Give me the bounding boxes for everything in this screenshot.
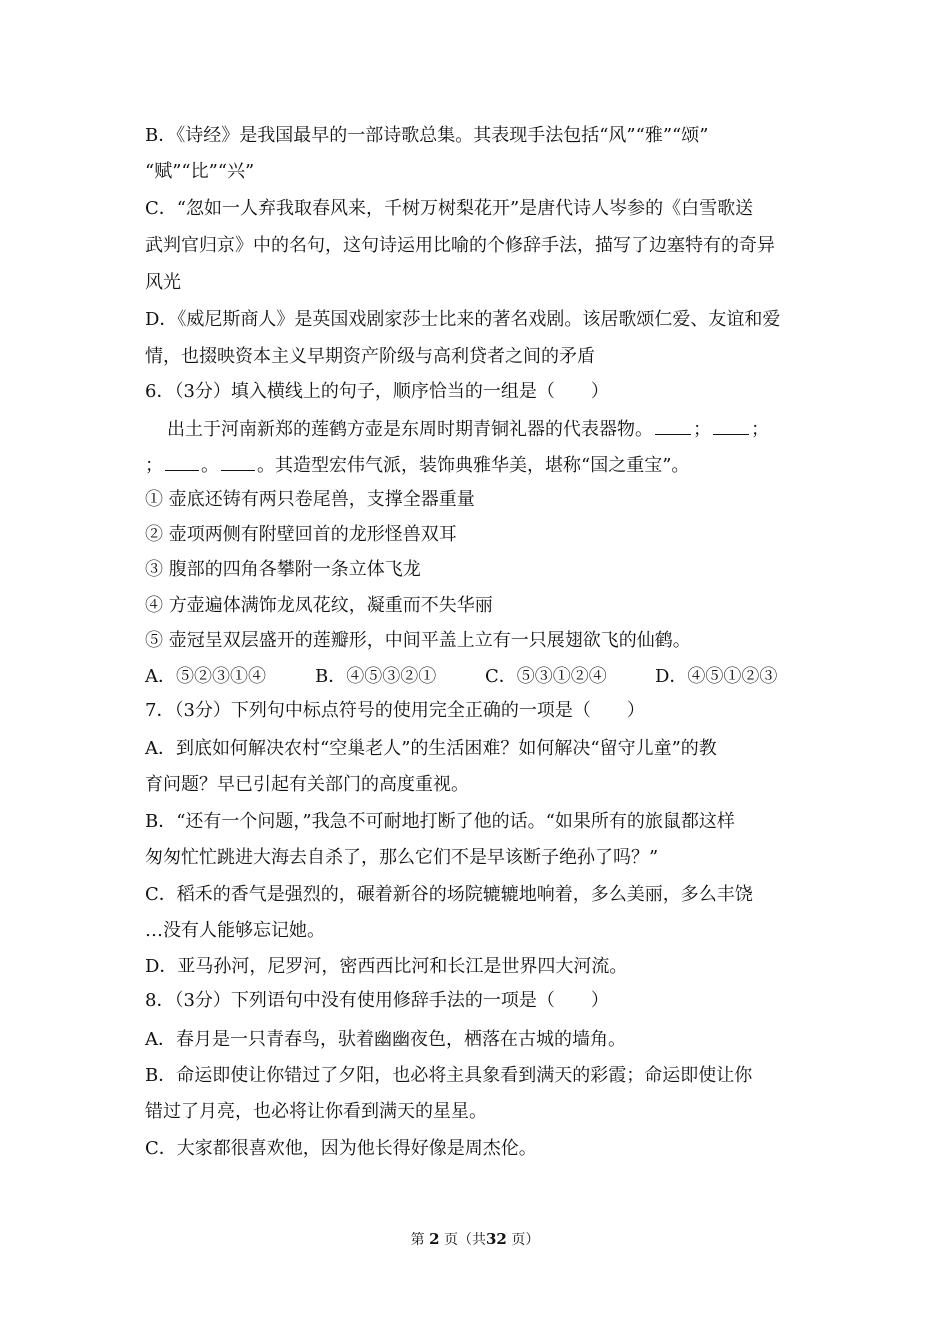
option-7c-line1: C．稻禾的香气是强烈的，碾着新谷的场院辘辘地响着，多么美丽，多么丰饶 — [145, 884, 753, 905]
sentence-1: ① 壶底还铸有两只卷尾兽，支撑全器重量 — [145, 489, 475, 510]
fill-blank — [713, 416, 749, 435]
option-5d-line2: 情，也掇映资本主义早期资产阶级与高利贷者之间的矛盾 — [145, 346, 595, 367]
option-6b: B．④⑤③②① — [315, 666, 437, 687]
footer-prefix: 第 — [410, 1232, 425, 1248]
option-6c: C．⑤③①②④ — [485, 666, 607, 687]
fill-blank — [165, 452, 199, 471]
option-8c: C．大家都很喜欢他，因为他长得好像是周杰伦。 — [145, 1138, 537, 1159]
option-6a: A．⑤②③①④ — [145, 666, 266, 687]
footer-suffix: 页） — [511, 1232, 540, 1248]
footer-mid: 页（共 — [444, 1232, 486, 1248]
fill-blank — [221, 452, 255, 471]
option-7b-line2: 匆匆忙忙跳进大海去自杀了，那么它们不是早该断子绝孙了吗？” — [145, 847, 659, 868]
passage-punct: ； — [145, 455, 163, 476]
passage-punct: ； — [693, 419, 711, 440]
passage-punct: ； — [751, 419, 769, 440]
option-5c-line3: 风光 — [145, 272, 181, 293]
question-6-options — [145, 665, 815, 689]
sentence-4: ④ 方壶遍体满饰龙凤花纹，凝重而不失华丽 — [145, 595, 493, 616]
sentence-2: ② 壶项两侧有附壁回首的龙形怪兽双耳 — [145, 524, 457, 545]
option-8a: A．春月是一只青春鸟，驮着幽幽夜色，栖落在古城的墙角。 — [145, 1029, 626, 1050]
question-6-passage-line1 — [167, 416, 837, 442]
option-5b-line1: B．《诗经》是我国最早的一部诗歌总集。其表现手法包括“风”“雅”“颂” — [145, 125, 709, 146]
option-5c-line1: C．“忽如一人弃我取春风来，千树万树梨花开”是唐代诗人岑参的《白雪歌送 — [145, 198, 754, 219]
question-6-stem: 6．（3分）填入横线上的句子，顺序恰当的一组是（ ） — [145, 381, 609, 402]
passage-text: 。其造型宏伟气派，装饰典雅华美，堪称“国之重宝”。 — [257, 455, 690, 476]
current-page-number: 2 — [429, 1230, 440, 1248]
option-6d: D．④⑤①②③ — [655, 666, 778, 687]
option-7c-line2: …没有人能够忘记她。 — [145, 920, 325, 941]
option-8b-line1: B．命运即使让你错过了夕阳，也必将主具象看到满天的彩霞；命运即使让你 — [145, 1065, 753, 1086]
option-5b-line2: “赋”“比”“兴” — [145, 161, 255, 182]
option-5d-line1: D．《威尼斯商人》是英国戏剧家莎士比来的著名戏剧。该居歌颂仁爱、友谊和爱 — [145, 309, 781, 330]
page-footer — [0, 1229, 950, 1250]
option-8b-line2: 错过了月亮，也必将让你看到满天的星星。 — [145, 1101, 487, 1122]
option-7d: D．亚马孙河，尼罗河，密西西比河和长江是世界四大河流。 — [145, 956, 628, 977]
sentence-3: ③ 腹部的四角各攀附一条立体飞龙 — [145, 559, 421, 580]
fill-blank — [655, 416, 691, 435]
passage-text: 出土于河南新郑的莲鹤方壶是东周时期青铜礼器的代表器物。 — [167, 419, 653, 440]
option-7b-line1: B．“还有一个问题，”我急不可耐地打断了他的话。“如果所有的旅鼠都这样 — [145, 811, 735, 832]
option-7a-line1: A．到底如何解决农村“空巢老人”的生活困难？如何解决“留守儿童”的教 — [145, 738, 717, 759]
passage-punct: 。 — [201, 455, 219, 476]
sentence-5: ⑤ 壶冠呈双层盛开的莲瓣形，中间平盖上立有一只展翅欲飞的仙鹤。 — [145, 630, 691, 651]
option-7a-line2: 育问题？早已引起有关部门的高度重视。 — [145, 774, 469, 795]
question-7-stem: 7．（3分）下列句中标点符号的使用完全正确的一项是（ ） — [145, 700, 645, 721]
question-6-passage-line2 — [145, 452, 815, 478]
question-8-stem: 8．（3分）下列语句中没有使用修辞手法的一项是（ ） — [145, 990, 609, 1011]
option-5c-line2: 武判官归京》中的名句，这句诗运用比喻的个修辞手法，描写了边塞特有的奇异 — [145, 235, 775, 256]
total-pages: 32 — [486, 1230, 507, 1248]
